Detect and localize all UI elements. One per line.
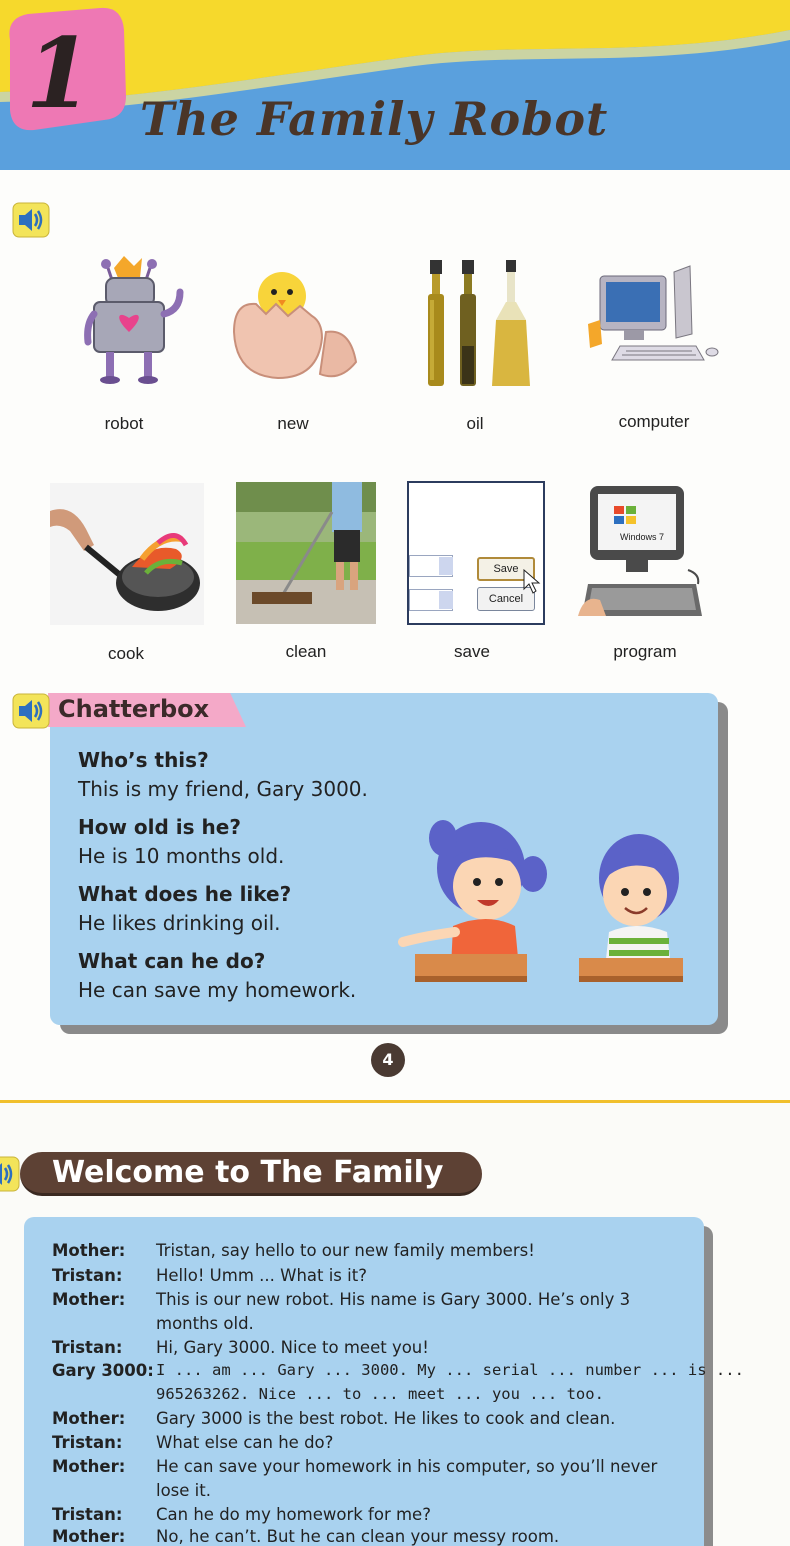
lesson-title: The Family Robot <box>140 92 609 146</box>
speaker-name: Mother: <box>52 1527 126 1546</box>
vocab-word-cook: cook <box>108 644 144 663</box>
speaker-name: Mother: <box>52 1241 126 1260</box>
vocab-word-oil: oil <box>466 414 484 433</box>
chatterbox-question: How old is he? <box>78 815 241 839</box>
computer-picture <box>586 264 722 366</box>
speaker-name: Mother: <box>52 1409 126 1428</box>
chevron-down-icon <box>439 557 453 575</box>
speech-text: lose it. <box>156 1481 211 1500</box>
robot-picture <box>84 252 188 384</box>
speech-text: Hi, Gary 3000. Nice to meet you! <box>156 1338 429 1357</box>
speaker-name: Tristan: <box>52 1266 123 1285</box>
speech-text: Can he do my homework for me? <box>156 1505 431 1524</box>
vocab-word-new: new <box>277 414 309 433</box>
speaker-name: Tristan: <box>52 1505 123 1524</box>
chatterbox-answer: He likes drinking oil. <box>78 911 281 935</box>
page-number: 4 <box>371 1043 405 1077</box>
program-computer-drawing <box>578 484 706 624</box>
vocab-word-computer: computer <box>618 412 690 431</box>
speech-text: This is our new robot. His name is Gary 3000. He’s only 3 <box>156 1290 631 1309</box>
cooking-picture <box>50 483 204 625</box>
speaker-name: Tristan: <box>52 1338 123 1357</box>
chatterbox-answer: He can save my homework. <box>78 978 357 1002</box>
vocab-word-program: program <box>613 642 677 661</box>
chatterbox-answer: He is 10 months old. <box>78 844 285 868</box>
speaker-icon[interactable] <box>0 1156 20 1192</box>
kids-illustration <box>395 808 695 998</box>
cursor-icon <box>523 569 541 595</box>
speech-text: Hello! Umm ... What is it? <box>156 1266 367 1285</box>
speaker-name: Mother: <box>52 1290 126 1309</box>
program-picture <box>578 484 706 624</box>
cancel-button: Cancel <box>477 587 535 611</box>
chatterbox-answer: This is my friend, Gary 3000. <box>78 777 368 801</box>
chatterbox-question: What can he do? <box>78 949 266 973</box>
speech-text: 965263262. Nice ... to ... meet ... you ... too. <box>156 1385 604 1403</box>
speech-text: He can save your homework in his computer, so you’ll never <box>156 1457 658 1476</box>
chatterbox-question: Who’s this? <box>78 748 209 772</box>
save-dialog-picture <box>407 481 545 625</box>
vocab-word-robot: robot <box>104 414 144 433</box>
speech-text: Gary 3000 is the best robot. He likes to cook and clean. <box>156 1409 616 1428</box>
chatterbox-heading: Chatterbox <box>58 695 210 723</box>
speaker-name: Gary 3000: <box>52 1361 154 1380</box>
speaker-name: Mother: <box>52 1457 126 1476</box>
chatterbox-question: What does he like? <box>78 882 292 906</box>
chevron-down-icon <box>439 591 453 609</box>
vocab-word-save: save <box>454 642 490 661</box>
save-button: Save <box>477 557 535 581</box>
speech-text: Tristan, say hello to our new family members! <box>156 1241 535 1260</box>
vocab-word-clean: clean <box>285 642 327 661</box>
oil-bottles-picture <box>424 260 536 388</box>
speaker-name: Tristan: <box>52 1433 123 1452</box>
sweeping-picture <box>236 482 376 624</box>
chick-picture <box>230 262 360 388</box>
speaker-icon[interactable] <box>12 693 50 729</box>
speech-text: I ... am ... Gary ... 3000. My ... serial ... number ... is ... <box>156 1361 744 1379</box>
speech-text: months old. <box>156 1314 254 1333</box>
section-title: Welcome to The Family <box>52 1155 444 1190</box>
speaker-icon[interactable] <box>12 202 50 238</box>
lesson-header <box>0 0 790 170</box>
speech-text: What else can he do? <box>156 1433 334 1452</box>
unit-number: 1 <box>25 17 93 130</box>
speech-text: No, he can’t. But he can clean your messy room. <box>156 1527 560 1546</box>
windows-logo-text: Windows 7 <box>620 532 665 542</box>
